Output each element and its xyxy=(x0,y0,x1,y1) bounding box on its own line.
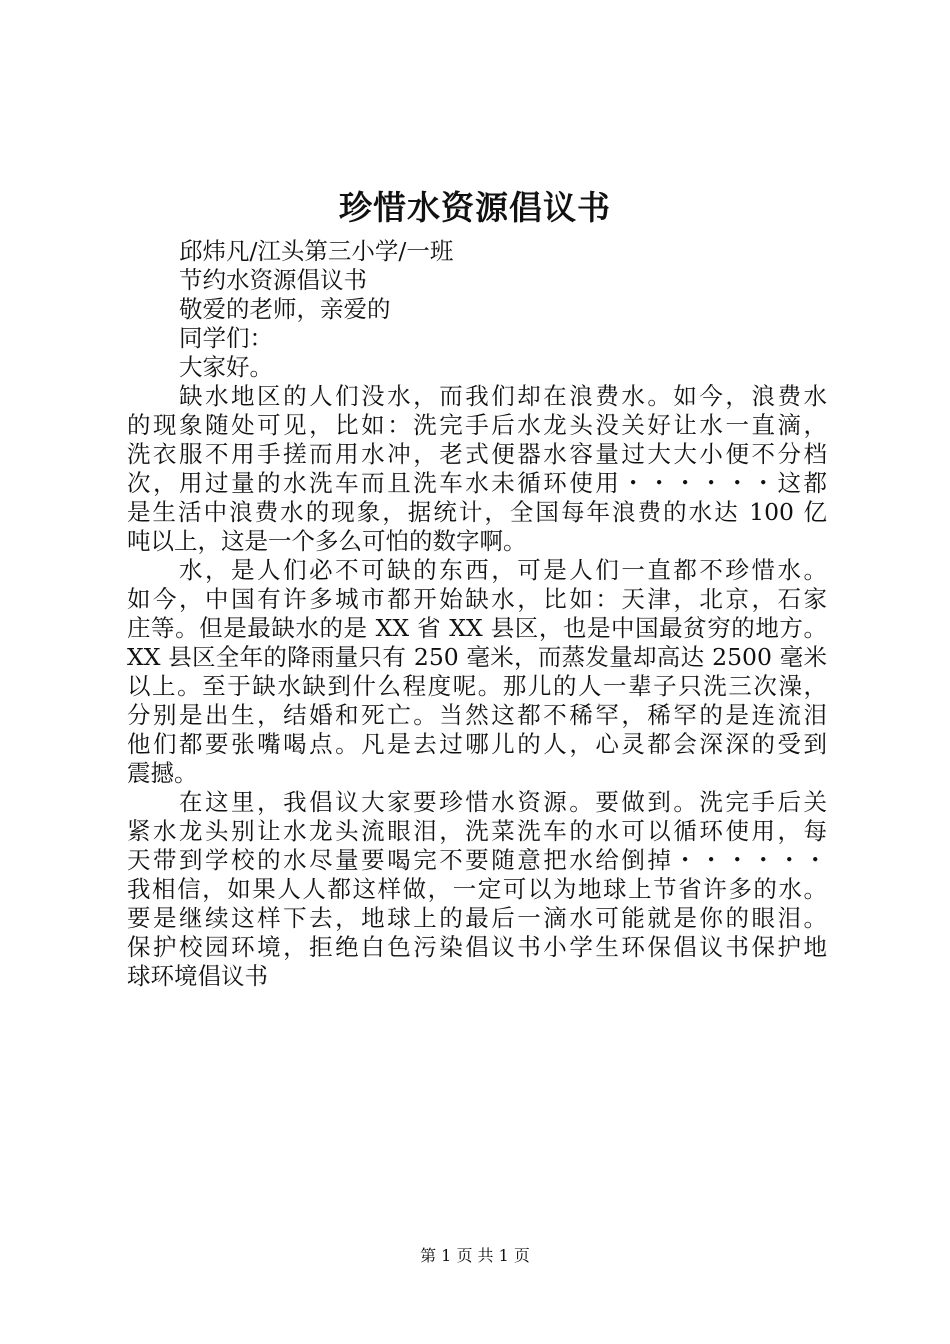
subtitle-line: 节约水资源倡议书 xyxy=(179,266,367,294)
paragraph-line: XX 县区全年的降雨量只有 250 毫米，而蒸发量却高达 2500 毫米 xyxy=(127,643,827,671)
paragraph-line: 他们都要张嘴喝点。凡是去过哪儿的人，心灵都会深深的受到 xyxy=(127,730,827,758)
page-footer: 第 1 页 共 1 页 xyxy=(420,1246,530,1265)
paragraph-line: 缺水地区的人们没水，而我们却在浪费水。如今，浪费水 xyxy=(179,382,827,410)
paragraph-line: 如今，中国有许多城市都开始缺水，比如：天津，北京，石家 xyxy=(127,585,827,613)
paragraph-line: 震撼。 xyxy=(127,759,198,787)
paragraph-line: 水，是人们必不可缺的东西，可是人们一直都不珍惜水。 xyxy=(179,556,827,584)
paragraph-line: 是生活中浪费水的现象，据统计，全国每年浪费的水达 100 亿 xyxy=(127,498,827,526)
paragraph-line: 次，用过量的水洗车而且洗车水未循环使用・・・・・・这都 xyxy=(127,469,827,497)
document-body xyxy=(127,237,827,991)
author-line: 邱炜凡/江头第三小学/一班 xyxy=(179,237,454,265)
paragraph-line: 的现象随处可见，比如：洗完手后水龙头没关好让水一直滴， xyxy=(127,411,827,439)
paragraph-line: 洗衣服不用手搓而用水冲，老式便器水容量过大大小便不分档 xyxy=(127,440,827,468)
paragraph-line: 以上。至于缺水缺到什么程度呢。那儿的人一辈子只洗三次澡， xyxy=(127,672,827,700)
paragraph-line: 保护校园环境，拒绝白色污染倡议书小学生环保倡议书保护地 xyxy=(127,933,827,961)
paragraph-line: 吨以上，这是一个多么可怕的数字啊。 xyxy=(127,527,527,555)
paragraph-line: 分别是出生，结婚和死亡。当然这都不稀罕，稀罕的是连流泪 xyxy=(127,701,827,729)
paragraph-line: 庄等。但是最缺水的是 XX 省 XX 县区，也是中国最贫穷的地方。 xyxy=(127,614,827,642)
salutation-line: 同学们： xyxy=(179,324,273,352)
paragraph-line: 我相信，如果人人都这样做，一定可以为地球上节省许多的水。 xyxy=(127,875,827,903)
paragraph-line: 紧水龙头别让水龙头流眼泪，洗菜洗车的水可以循环使用，每 xyxy=(127,817,827,845)
paragraph-line: 要是继续这样下去，地球上的最后一滴水可能就是你的眼泪。 xyxy=(127,904,827,932)
greeting-line: 大家好。 xyxy=(179,353,273,381)
paragraph-line: 在这里，我倡议大家要珍惜水资源。要做到。洗完手后关 xyxy=(179,788,827,816)
document-title: 珍惜水资源倡议书 xyxy=(339,188,611,227)
paragraph-line: 球环境倡议书 xyxy=(127,962,268,990)
salutation-line: 敬爱的老师，亲爱的 xyxy=(179,295,391,323)
paragraph-line: 天带到学校的水尽量要喝完不要随意把水给倒掉・・・・・・ xyxy=(127,846,827,874)
